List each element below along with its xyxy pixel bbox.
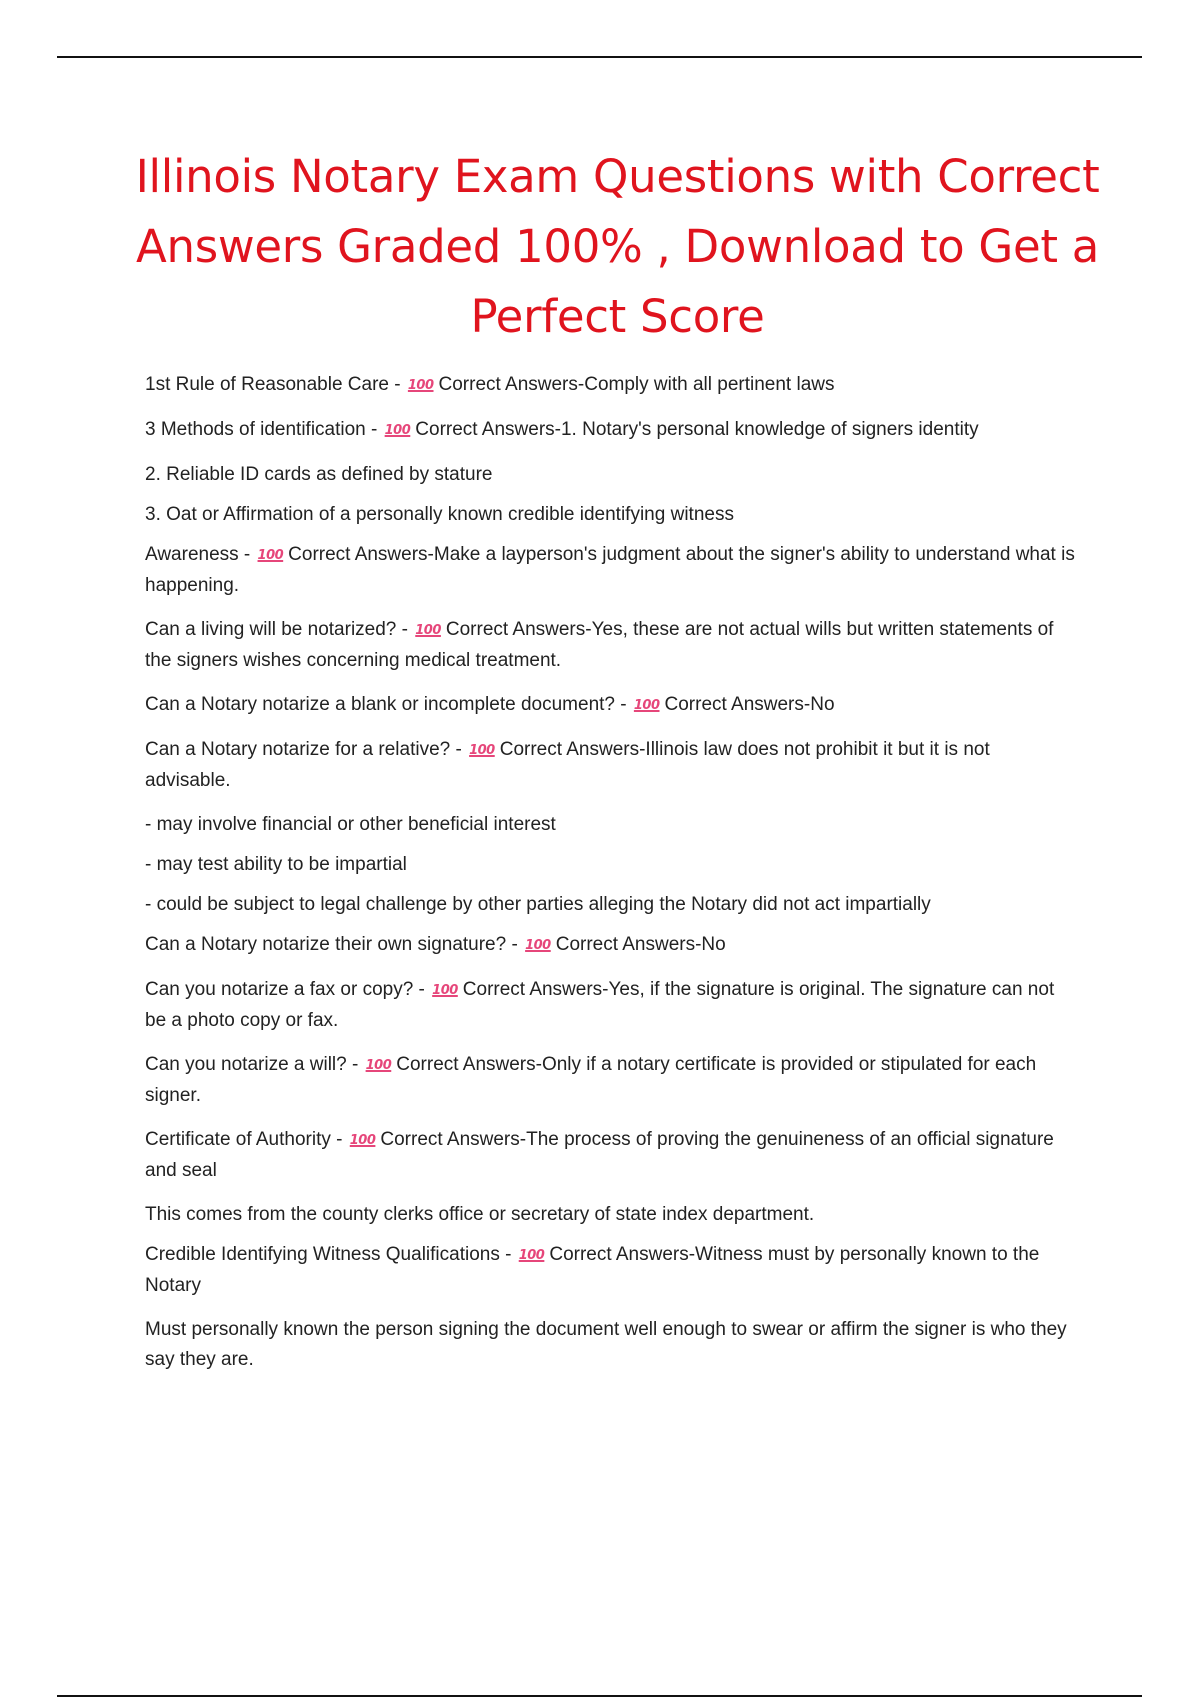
- answer-text: Correct Answers-Only if a notary certificate is provided or stipulated for each signer.: [145, 1054, 1037, 1106]
- qa-entry: [145, 810, 1080, 840]
- hundred-points-icon: 100: [432, 983, 458, 998]
- answer-text: Correct Answers-Make a layperson's judgment about the signer's ability to understand what is happening.: [145, 544, 1075, 596]
- question-text: Can a living will be notarized? -: [145, 619, 414, 640]
- qa-entry: [145, 500, 1080, 530]
- note-text: - may test ability to be impartial: [145, 854, 407, 875]
- hundred-points-icon: 100: [415, 623, 441, 638]
- question-text: 1st Rule of Reasonable Care -: [145, 374, 406, 395]
- qa-entry: [145, 690, 1080, 721]
- hundred-points-icon: 100: [518, 1248, 545, 1263]
- answer-text: Correct Answers-1. Notary's personal knowledge of signers identity: [415, 419, 979, 440]
- question-text: Certificate of Authority -: [145, 1129, 348, 1150]
- note-text: 3. Oat or Affirmation of a personally known credible identifying witness: [145, 504, 734, 525]
- qa-entry: [145, 975, 1080, 1036]
- question-text: Can you notarize a fax or copy? -: [145, 979, 431, 1000]
- qa-entry: [145, 930, 1080, 961]
- question-text: 3 Methods of identification -: [145, 419, 383, 440]
- qa-entry: [145, 1050, 1080, 1111]
- note-text: Must personally known the person signing the document well enough to swear or affirm the signer is who they say they are.: [145, 1319, 1067, 1370]
- note-text: - may involve financial or other beneficial interest: [145, 814, 556, 835]
- bottom-rule: [57, 1695, 1142, 1697]
- qa-entry: [145, 850, 1080, 880]
- answer-text: Correct Answers-Witness must by personally known to the Notary: [145, 1244, 1040, 1296]
- qa-entry: [145, 460, 1080, 490]
- qa-entry: [145, 890, 1080, 920]
- note-text: - could be subject to legal challenge by other parties alleging the Notary did not act impartially: [145, 894, 931, 915]
- answer-text: Correct Answers-No: [555, 934, 726, 955]
- question-text: Credible Identifying Witness Qualifications -: [145, 1244, 517, 1265]
- qa-entry: [145, 735, 1080, 796]
- document-title: Illinois Notary Exam Questions with Correct Answers Graded 100% , Download to Get a Perfect Score: [135, 150, 1100, 343]
- hundred-points-icon: 100: [469, 743, 495, 758]
- question-text: Can a Notary notarize their own signature? -: [145, 934, 524, 955]
- question-text: Can a Notary notarize for a relative? -: [145, 739, 468, 760]
- note-text: 2. Reliable ID cards as defined by stature: [145, 464, 493, 485]
- question-text: Can you notarize a will? -: [145, 1054, 364, 1075]
- hundred-points-icon: 100: [349, 1133, 376, 1148]
- qa-entry: [145, 1240, 1080, 1301]
- question-text: Awareness -: [145, 544, 256, 565]
- hundred-points-icon: 100: [525, 938, 551, 953]
- qa-entry: [145, 1125, 1080, 1186]
- hundred-points-icon: 100: [365, 1058, 392, 1073]
- qa-entry: [145, 1200, 1080, 1230]
- answer-text: Correct Answers-Yes, if the signature is original. The signature can not be a photo copy or fax.: [145, 979, 1055, 1031]
- answer-text: Correct Answers-Illinois law does not prohibit it but it is not advisable.: [145, 739, 990, 791]
- hundred-points-icon: 100: [257, 548, 284, 563]
- answer-text: Correct Answers-Comply with all pertinent laws: [438, 374, 835, 395]
- top-rule: [57, 56, 1142, 58]
- answer-text: Correct Answers-No: [664, 694, 835, 715]
- hundred-points-icon: 100: [384, 423, 411, 438]
- hundred-points-icon: 100: [633, 698, 660, 713]
- qa-entry: [145, 415, 1080, 446]
- qa-entry: [145, 615, 1080, 676]
- answer-text: Correct Answers-The process of proving the genuineness of an official signature and seal: [145, 1129, 1054, 1181]
- qa-entry: [145, 540, 1080, 601]
- qa-list: [145, 370, 1080, 1385]
- note-text: This comes from the county clerks office or secretary of state index department.: [145, 1204, 815, 1225]
- hundred-points-icon: 100: [407, 378, 434, 393]
- question-text: Can a Notary notarize a blank or incomplete document? -: [145, 694, 632, 715]
- qa-entry: [145, 370, 1080, 401]
- qa-entry: [145, 1315, 1080, 1375]
- answer-text: Correct Answers-Yes, these are not actual wills but written statements of the signers wishes concerning medical treatment.: [145, 619, 1054, 671]
